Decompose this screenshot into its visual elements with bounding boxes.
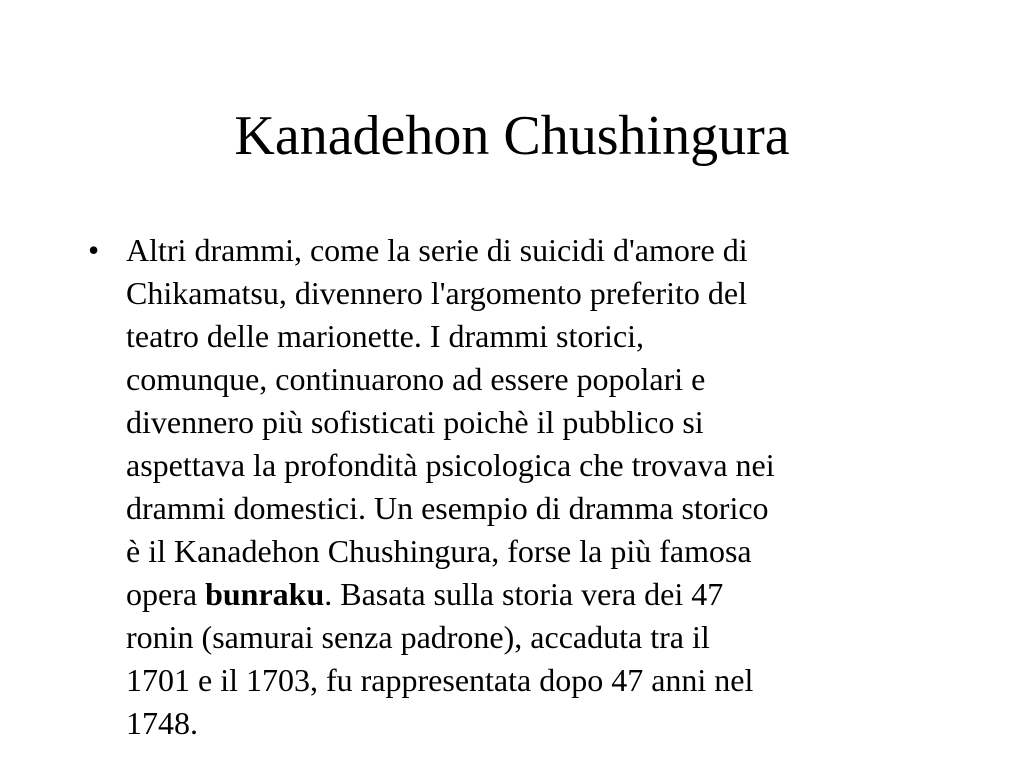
body-line-12: 1748. xyxy=(126,705,198,741)
slide-title: Kanadehon Chushingura xyxy=(234,105,790,167)
bullet-list xyxy=(88,229,948,745)
body-line-8: è il Kanadehon Chushingura, forse la più famosa xyxy=(126,533,752,569)
bullet-dot-icon: • xyxy=(88,232,100,268)
body-line-11: 1701 e il 1703, fu rappresentata dopo 47 anni nel xyxy=(126,662,754,698)
body-line-2: Chikamatsu, divennero l'argomento preferito del xyxy=(126,275,747,311)
body-line-5: divennero più sofisticati poichè il pubblico si xyxy=(126,404,704,440)
body-line-9-end: . Basata sulla storia vera dei 47 xyxy=(324,576,724,612)
body-line-7: drammi domestici. Un esempio di dramma storico xyxy=(126,490,769,526)
body-line-9-start: opera xyxy=(126,576,206,612)
body-line-3: teatro delle marionette. I drammi storici, xyxy=(126,318,645,354)
bunraku-term: bunraku xyxy=(205,576,325,612)
body-line-9 xyxy=(126,573,948,616)
bullet-item xyxy=(88,229,948,745)
body-line-6: aspettava la profondità psicologica che trovava nei xyxy=(126,447,775,483)
body-line-10: ronin (samurai senza padrone), accaduta tra il xyxy=(126,619,710,655)
body-line-1: Altri drammi, come la serie di suicidi d'amore di xyxy=(126,232,748,268)
body-line-4: comunque, continuarono ad essere popolari e xyxy=(126,361,706,397)
